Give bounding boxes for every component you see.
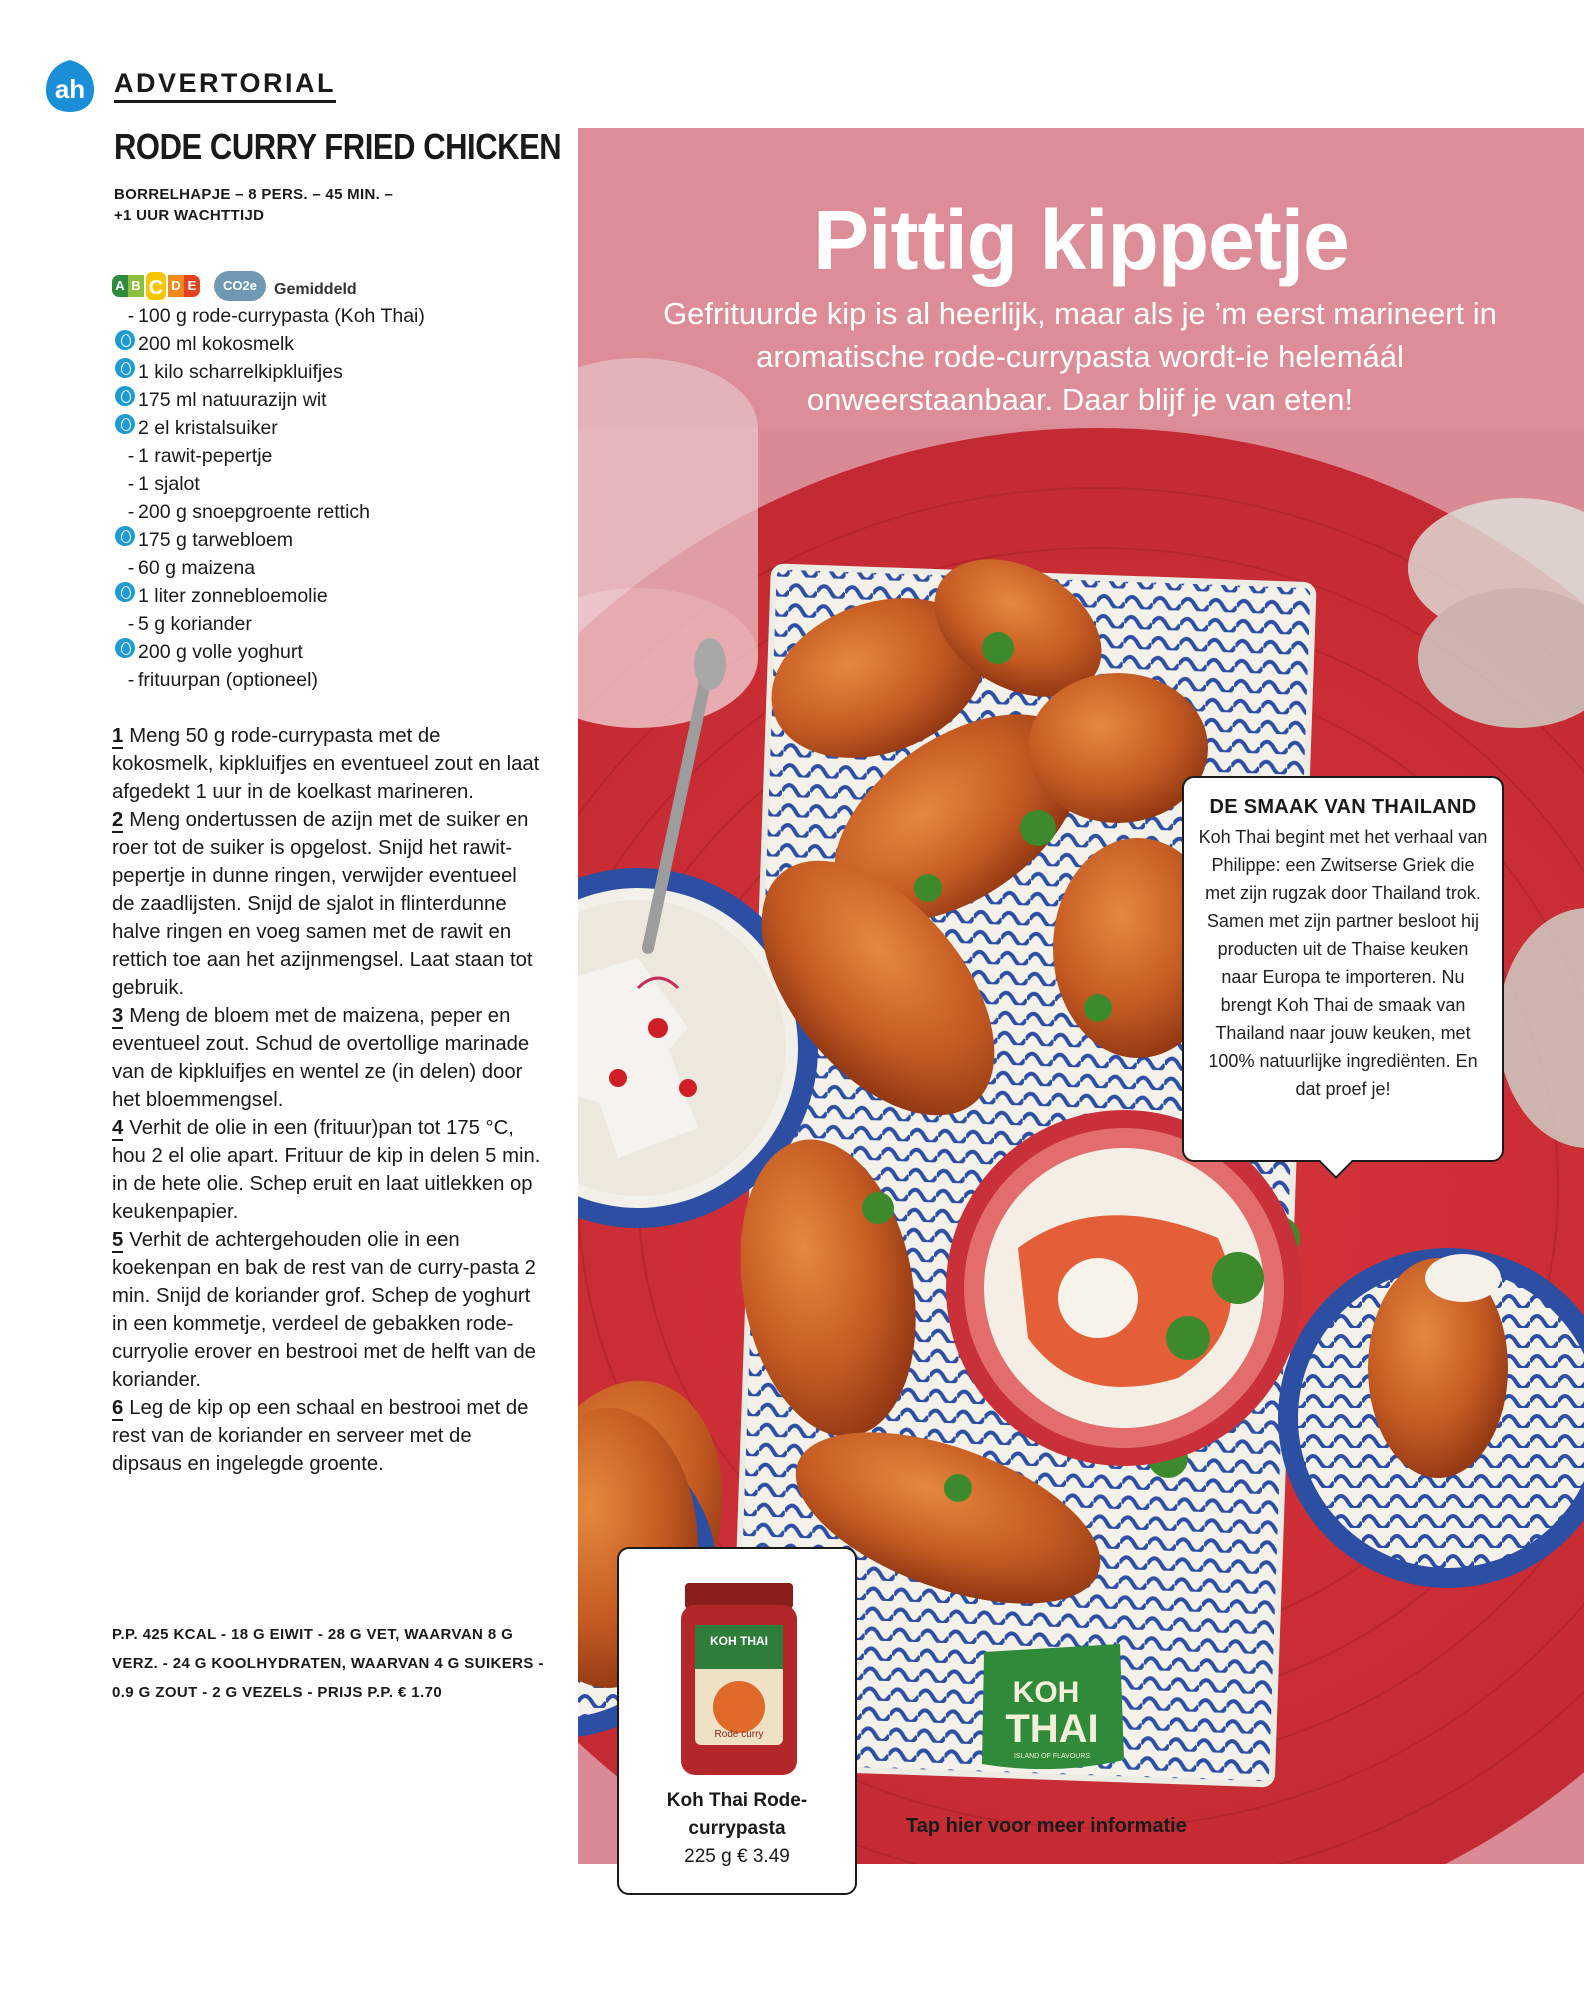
ingredient-item (112, 470, 425, 498)
ingredient-text: 1 sjalot (138, 473, 200, 495)
step-number: 4 (112, 1117, 124, 1139)
nutri-score-e: E (184, 275, 200, 297)
step-2 (112, 806, 542, 1002)
recipe-meta-line2: +1 UUR WACHTTIJD (114, 207, 265, 224)
nutrition-info: P.P. 425 KCAL - 18 G EIWIT - 28 G VET, WAARVAN 8 G VERZ. - 24 G KOOLHYDRATEN, WAARVAN 4 G SUIKERS - 0.9 G ZOUT - 2 G VEZELS - PRIJS P.P. € 1.70 (112, 1626, 544, 1701)
dash-marker: - (127, 305, 135, 327)
step-text: Verhit de achtergehouden olie in een koekenpan en bak de rest van de curry-pasta 2 min. Snijd de koriander grof. Schep de yoghurt in een kommetje, verdeel de gebakken rode-curryolie erover en bestrooi met de helft van de koriander. (112, 1229, 536, 1391)
dash-marker: - (127, 613, 135, 635)
step-text: Meng ondertussen de azijn met de suiker en roer tot de suiker is opgelost. Snijd het rawit-pepertje in dunne ringen, verwijder eventueel de zaadlijsten. Snijd de sjalot in flinterdunne halve ringen en voeg samen met de rawit en rettich toe aan het azijnmengsel. Laat staan tot gebruik. (112, 809, 533, 999)
ingredient-text: 200 g snoepgroente rettich (138, 501, 371, 523)
ingredient-text: 1 rawit-pepertje (138, 445, 273, 467)
recipe-title: RODE CURRY FRIED CHICKEN (114, 126, 562, 167)
ingredient-text: 175 ml natuurazijn wit (138, 389, 327, 411)
step-number: 2 (112, 809, 124, 831)
water-drop-icon (112, 414, 138, 442)
svg-text:ISLAND OF FLAVOURS: ISLAND OF FLAVOURS (1013, 1753, 1091, 1760)
photo-subline: Gefrituurde kip is al heerlijk, maar als je ’m eerst marineert in aromatische rode-currypasta wordt-ie helemáál onweerstaanbaar. Daar blijf je van eten! (663, 296, 1497, 417)
nutri-score-c: C (144, 270, 168, 302)
step-4 (112, 1114, 542, 1226)
ingredient-item (112, 498, 425, 526)
dash-marker: - (127, 669, 135, 691)
ingredient-text: 200 g volle yoghurt (138, 641, 303, 663)
advertorial-label: ADVERTORIAL (114, 68, 336, 103)
dash-marker: - (127, 501, 135, 523)
dash-marker: - (127, 445, 135, 467)
ingredient-item (112, 442, 425, 470)
ingredient-item (112, 302, 425, 330)
step-6 (112, 1394, 542, 1478)
svg-text:KOH THAI: KOH THAI (710, 1634, 768, 1648)
photo-headline: Pittig kippetje (813, 193, 1349, 287)
step-text: Meng de bloem met de maizena, peper en eventueel zout. Schud de overtollige marinade van de kipkluifjes en wentel ze (in delen) door het bloemmengsel. (112, 1005, 530, 1111)
yoghurt-dip-bowl (946, 1110, 1302, 1466)
water-drop-icon (112, 582, 138, 610)
albert-heijn-logo (42, 58, 98, 114)
ingredient-text: 1 liter zonnebloemolie (138, 585, 328, 607)
ingredient-item (112, 582, 425, 610)
step-5 (112, 1226, 542, 1394)
ingredient-text: 1 kilo scharrelkipkluifjes (138, 361, 343, 383)
product-name: Koh Thai Rode-currypasta (666, 1790, 808, 1839)
product-card[interactable] (617, 1547, 857, 1895)
ingredient-item (112, 330, 425, 358)
preparation-steps (112, 722, 542, 1478)
recipe-meta-line1: BORRELHAPJE – 8 PERS. – 45 MIN. – (114, 186, 394, 203)
step-3 (112, 1002, 542, 1114)
step-text: Verhit de olie in een (frituur)pan tot 175 °C, hou 2 el olie apart. Frituur de kip in delen 5 min. in de hete olie. Schep eruit en laat uitlekken op keukenpapier. (112, 1117, 541, 1223)
badge-row (112, 270, 357, 302)
water-drop-icon (112, 526, 138, 554)
recipe-meta (114, 184, 444, 226)
ingredient-item (112, 386, 425, 414)
step-number: 3 (112, 1005, 124, 1027)
svg-text:Rode curry: Rode curry (714, 1729, 764, 1740)
ingredient-list (112, 302, 425, 694)
ingredient-item (112, 414, 425, 442)
curry-paste-jar-image (677, 1579, 801, 1779)
ingredient-text: frituurpan (optioneel) (138, 669, 318, 691)
ingredient-item (112, 610, 425, 638)
water-drop-icon (112, 386, 138, 414)
nutri-score-a: A (112, 275, 128, 297)
co2-cloud-icon: CO2e (214, 271, 266, 301)
step-text: Meng 50 g rode-currypasta met de kokosmelk, kipkluifjes en eventueel zout en laat afgedekt 1 uur in de koelkast marineren. (112, 725, 540, 803)
svg-text:THAI: THAI (1005, 1707, 1099, 1751)
step-number: 6 (112, 1397, 124, 1419)
water-drop-icon (112, 358, 138, 386)
nutri-score-d: D (168, 275, 184, 297)
more-info-link[interactable]: Tap hier voor meer informatie (906, 1815, 1187, 1837)
product-price: 225 g € 3.49 (684, 1846, 790, 1867)
nutri-score-b: B (128, 275, 144, 297)
dash-marker: - (127, 473, 135, 495)
co2-indicator (214, 271, 357, 301)
ingredient-text: 200 ml kokosmelk (138, 333, 295, 355)
koh-thai-logo (976, 1642, 1128, 1774)
step-1 (112, 722, 542, 806)
ingredient-item (112, 554, 425, 582)
nutri-score-badge (112, 273, 200, 299)
step-text: Leg de kip op een schaal en bestrooi met de rest van de koriander en serveer met de dipsaus en ingelegde groente. (112, 1397, 529, 1475)
ingredient-text: 175 g tarwebloem (138, 529, 294, 551)
brand-story-box (1182, 776, 1504, 1162)
brand-story-text: Koh Thai begint met het verhaal van Philippe: een Zwitserse Griek die met zijn rugzak door Thailand trok. Samen met zijn partner besloot hij producten uit de Thaise keuken naar Europa te importeren. Nu brengt Koh Thai de smaak van Thailand naar jouw keuken, met 100% natuurlijke ingrediënten. En dat proef je! (1198, 827, 1488, 1099)
svg-text:ah: ah (54, 74, 86, 104)
ingredient-text: 60 g maizena (138, 557, 256, 579)
brand-story-title: DE SMAAK VAN THAILAND (1209, 796, 1477, 818)
water-drop-icon (112, 638, 138, 666)
step-number: 5 (112, 1229, 124, 1251)
ingredient-item (112, 358, 425, 386)
co2-rating: Gemiddeld (274, 281, 357, 298)
ingredient-item (112, 666, 425, 694)
dash-marker: - (127, 557, 135, 579)
water-drop-icon (112, 330, 138, 358)
ingredient-text: 2 el kristalsuiker (138, 417, 278, 439)
ingredient-item (112, 526, 425, 554)
step-number: 1 (112, 725, 124, 747)
ingredient-item (112, 638, 425, 666)
ingredient-text: 100 g rode-currypasta (Koh Thai) (138, 305, 425, 327)
ingredient-text: 5 g koriander (138, 613, 252, 635)
svg-text:KOH: KOH (1012, 1676, 1080, 1709)
